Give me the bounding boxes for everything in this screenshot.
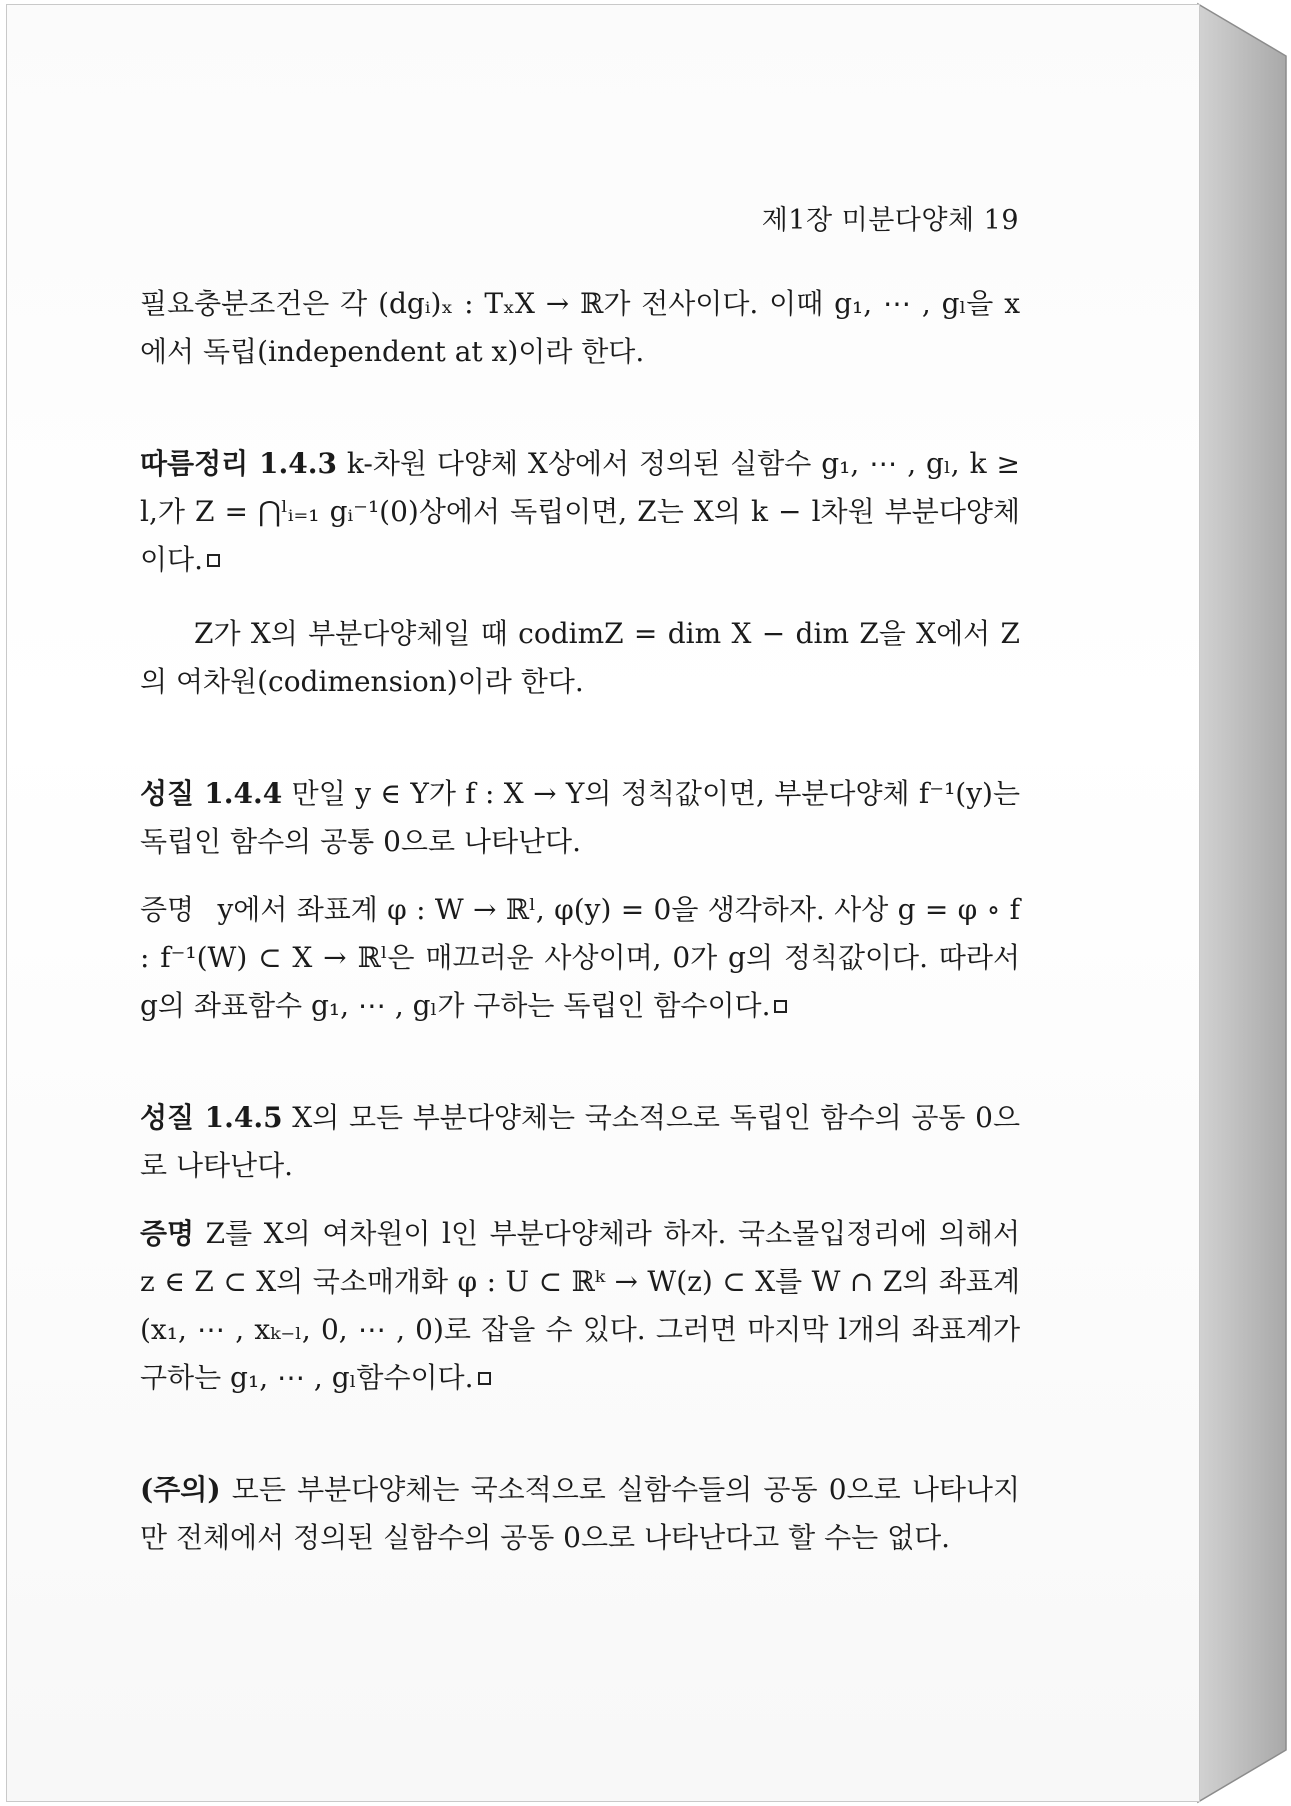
remark-text: 모든 부분다양체는 국소적으로 실함수들의 공동 0으로 나타나지만 전체에서 정의된 실함수의 공동 0으로 나타난다고 할 수는 없다. [140, 1473, 1021, 1554]
qed-icon [478, 1372, 491, 1385]
property-1-4-5 [140, 1094, 1020, 1190]
theorem-text: 만일 y ∈ Y가 f : X → Y의 정칙값이면, 부분다양체 f⁻¹(y)는 독립인 함수의 공통 0으로 나타난다. [140, 777, 1021, 858]
proof-label: 증명 [140, 893, 195, 926]
theorem-label: 성질 1.4.4 [140, 777, 283, 810]
proof-1-4-4 [140, 886, 1020, 1030]
remark-note [140, 1466, 1020, 1562]
paragraph-text: 필요충분조건은 각 (dgᵢ)ₓ : TₓX → ℝ가 전사이다. 이때 g₁, ⋯ , gₗ을 x에서 독립(independent at x)이라 한다. [140, 287, 1020, 368]
theorem-label: 따름정리 1.4.3 [140, 447, 337, 480]
proof-text: Z를 X의 여차원이 l인 부분다양체라 하자. 국소몰입정리에 의해서 z ∈ Z ⊂ X의 국소매개화 φ : U ⊂ ℝᵏ → W(z) ⊂ X를 W ∩ Z의 좌표계 (x₁, ⋯ , xₖ₋ₗ, 0, ⋯ , 0)로 잡을 수 있다. 그러면 마지막 l개의 좌표계가 구하는 g₁, ⋯ , gₗ함수이다. [140, 1217, 1021, 1394]
running-header: 제1장 미분다양체 19 [761, 205, 1019, 236]
paragraph-definition-end [140, 280, 1020, 376]
theorem-text: X의 모든 부분다양체는 국소적으로 독립인 함수의 공동 0으로 나타난다. [140, 1101, 1020, 1182]
qed-icon [774, 1000, 787, 1013]
theorem-label: 성질 1.4.5 [140, 1101, 283, 1134]
proof-label: 증명 [140, 1217, 195, 1250]
qed-icon [207, 554, 220, 567]
corollary-1-4-3 [140, 440, 1020, 584]
page-body [140, 280, 1020, 1562]
property-1-4-4 [140, 770, 1020, 866]
proof-1-4-5 [140, 1210, 1020, 1402]
paragraph-codimension [140, 610, 1020, 706]
remark-label: (주의) [140, 1473, 221, 1506]
paragraph-text: Z가 X의 부분다양체일 때 codimZ = dim X − dim Z을 X에서 Z의 여차원(codimension)이라 한다. [140, 617, 1020, 698]
theorem-text: k-차원 다양체 X상에서 정의된 실함수 g₁, ⋯ , gₗ, k ≥ l,가 Z = ⋂ˡᵢ₌₁ gᵢ⁻¹(0)상에서 독립이면, Z는 X의 k − l차원 부분다양체이다. [140, 447, 1021, 576]
proof-text: y에서 좌표계 φ : W → ℝˡ, φ(y) = 0을 생각하자. 사상 g = φ ∘ f : f⁻¹(W) ⊂ X → ℝˡ은 매끄러운 사상이며, 0가 g의 정칙값이다. 따라서 g의 좌표함수 g₁, ⋯ , gₗ가 구하는 독립인 함수이다. [140, 893, 1020, 1022]
